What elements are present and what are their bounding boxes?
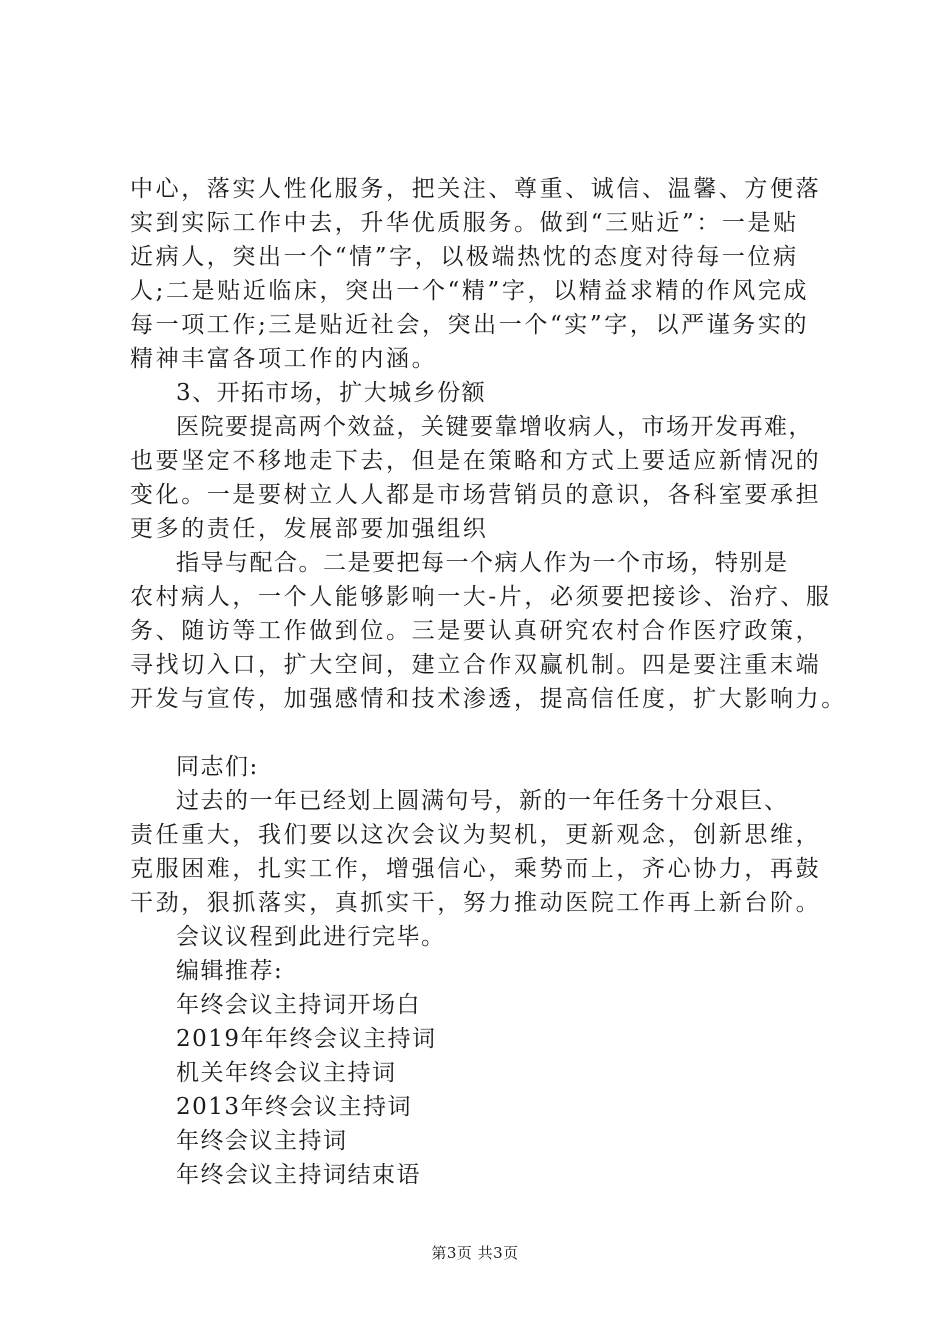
recommend-item: 2013年终会议主持词 bbox=[176, 1094, 413, 1120]
paragraph-line: 精神丰富各项工作的内涵。 bbox=[130, 346, 438, 372]
paragraph-line: 开发与宣传，加强感情和技术渗透，提高信任度，扩大影响力。 bbox=[130, 686, 847, 712]
recommend-item: 年终会议主持词 bbox=[176, 1128, 348, 1154]
section-heading: 3、开拓市场，扩大城乡份额 bbox=[176, 380, 487, 406]
paragraph-line: 实到实际工作中去，升华优质服务。做到“三贴近”：一是贴 bbox=[130, 210, 799, 236]
recommend-item: 机关年终会议主持词 bbox=[176, 1060, 397, 1086]
paragraph-line: 每一项工作;三是贴近社会，突出一个“实”字，以严谨务实的 bbox=[130, 312, 810, 338]
salutation: 同志们: bbox=[176, 754, 259, 780]
paragraph-line: 人;二是贴近临床，突出一个“精”字，以精益求精的作风完成 bbox=[130, 278, 810, 304]
paragraph-line: 医院要提高两个效益，关键要靠增收病人，市场开发再难， bbox=[176, 414, 813, 440]
recommend-item: 年终会议主持词结束语 bbox=[176, 1162, 421, 1188]
paragraph-line: 过去的一年已经划上圆满句号，新的一年任务十分艰巨、 bbox=[176, 788, 789, 814]
paragraph-line: 变化。一是要树立人人都是市场营销员的意识，各科室要承担 bbox=[130, 482, 822, 508]
paragraph-line: 也要坚定不移地走下去，但是在策略和方式上要适应新情况的 bbox=[130, 448, 822, 474]
paragraph-line: 干劲，狠抓落实，真抓实干，努力推动医院工作再上新台阶。 bbox=[130, 890, 822, 916]
recommend-heading: 编辑推荐: bbox=[176, 958, 284, 984]
paragraph-line: 责任重大，我们要以这次会议为契机，更新观念，创新思维， bbox=[130, 822, 822, 848]
paragraph-line: 农村病人，一个人能够影响一大-片，必须要把接诊、治疗、服 bbox=[130, 584, 832, 610]
paragraph-line: 务、随访等工作做到位。三是要认真研究农村合作医疗政策， bbox=[130, 618, 822, 644]
paragraph-line: 近病人，突出一个“情”字，以极端热忱的态度对待每一位病 bbox=[130, 244, 799, 270]
paragraph-line: 寻找切入口，扩大空间，建立合作双赢机制。四是要注重末端 bbox=[130, 652, 822, 678]
paragraph-gap bbox=[130, 716, 850, 750]
document-body bbox=[130, 172, 850, 1192]
paragraph-line: 克服困难，扎实工作，增强信心，乘势而上，齐心协力，再鼓 bbox=[130, 856, 822, 882]
recommend-item: 年终会议主持词开场白 bbox=[176, 992, 421, 1018]
closing-line: 会议议程到此进行完毕。 bbox=[176, 924, 446, 950]
paragraph-line: 更多的责任，发展部要加强组织 bbox=[130, 516, 489, 542]
page-number-footer: 第3页 共3页 bbox=[431, 1244, 519, 1262]
recommend-item: 2019年年终会议主持词 bbox=[176, 1026, 437, 1052]
paragraph-line: 指导与配合。二是要把每一个病人作为一个市场，特别是 bbox=[176, 550, 789, 576]
paragraph-line: 中心，落实人性化服务，把关注、尊重、诚信、温馨、方便落 bbox=[130, 176, 822, 202]
